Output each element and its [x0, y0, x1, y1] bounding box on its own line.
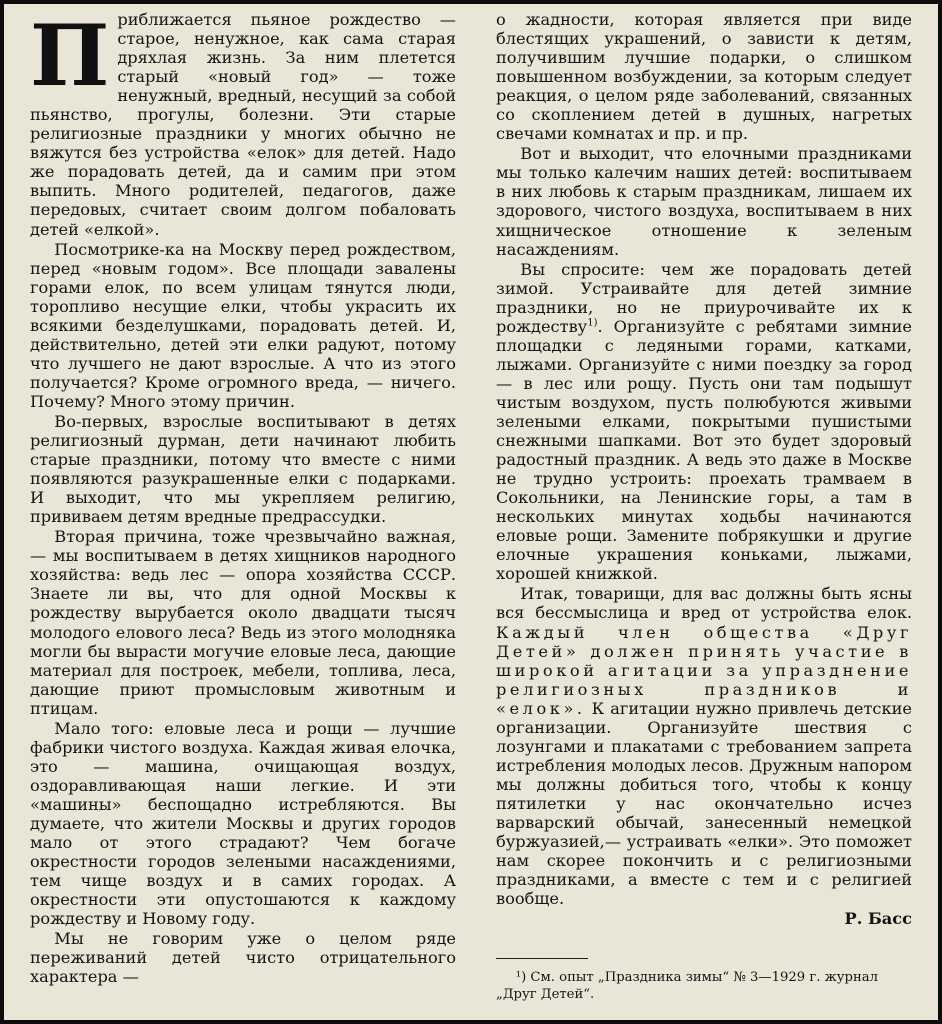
drop-cap-letter: П: [30, 6, 110, 105]
paragraph: Мы не говорим уже о целом ряде переживаний детей чисто отрицательного характера —: [30, 929, 456, 987]
paragraph: [30, 6, 456, 239]
paragraph: [496, 260, 912, 584]
article-column-left: [30, 6, 456, 987]
footnote-mark: 1): [587, 317, 598, 329]
spaced-emphasis-text: Каждый член общества «Друг Детей» должен принять участие в широкой агитации за упразднение религиозных праздников и «елок».: [496, 622, 912, 718]
article-column-right: [496, 10, 912, 1004]
paragraph: Посмотрике-ка на Москву перед рождеством, перед «новым годом». Все площади завалены горами елок, по всем улицам тянутся люди, торопливо несущие елки, чтобы украсить их всякими безделушками, порадовать детей. И, действительно, детей эти елки радуют, потому что лучшего не дают взрослые. А что из этого получается? Кроме огромного вреда, — ничего. Почему? Много этому причин.: [30, 239, 456, 411]
paragraph: Вторая причина, тоже чрезвычайно важная, — мы воспитываем в детях хищников народного хозяйства: ведь лес — опора хозяйства СССР. Знаете ли вы, что для одной Москвы к рождеству вырубается около двадцати тысяч молодого елового леса? Ведь из этого молодняка могли бы вырасти могучие еловые леса, дающие материал для построек, мебели, топлива, леса, дающие приют промысловым животным и птицам.: [30, 527, 456, 718]
paragraph-text: Вы спросите: чем же порадовать детей зимой. Устраивайте для детей зимние праздники, но не приурочивайте их к рождеству: [496, 259, 912, 336]
paragraph-text: . Организуйте с ребятами зимние площадки с ледяными горами, катками, лыжами. Организуйте с ними поездку за город — в лес или рощу. Пусть они там подышут чистым воздухом, пусть полюбуются живыми зелеными елками, покрытыми пушистыми снежными шапками. Вот это будет здоровый радостный праздник. А ведь это даже в Москве не трудно устроить: проехать трамваем в Сокольники, на Ленинские горы, а там в нескольких минутах ходьбы начинаются еловые рощи. Замените побрякушки и другие елочные украшения коньками, лыжами, хорошей книжкой.: [496, 316, 912, 584]
footnote: ¹) См. опыт „Праздника зимы“ № 3—1929 г. журнал „Друг Детей“.: [496, 970, 879, 1003]
magazine-page: [4, 4, 938, 1020]
author-signature: Р. Басс: [844, 909, 912, 929]
paragraph: Во-первых, взрослые воспитывают в детях религиозный дурман, дети начинают любить старые праздники, потому что вместе с ними появляются разукрашенные елки с подарками. И выходит, что мы укрепляем религию, прививаем детям вредные предрассудки.: [30, 411, 456, 527]
paragraph: Мало того: еловые леса и рощи — лучшие фабрики чистого воздуха. Каждая живая елочка, это — машина, очищающая воздух, оздоравливающая наши легкие. И эти «машины» беспощадно истребляются. Вы думаете, что жители Москвы и других городов мало от этого страдают? Чем богаче окрестности городов зелеными насаждениями, тем чище воздух и в самих городах. А окрестности эти опустошаются к каждому рождеству и Новому году.: [30, 718, 456, 929]
paragraph: о жадности, которая является при виде блестящих украшений, о зависти к детям, получившим лучшие подарки, о слишком повышенном возбуждении, за которым следует реакция, о целом ряде заболеваний, связанных со скоплением детей в душных, нагретых свечами комнатах и пр. и пр.: [496, 10, 912, 144]
paragraph-text: риближается пьяное рождество — старое, ненужное, как сама старая дряхлая жизнь. За ним плетется старый «новый год» — тоже ненужный, вредный, несущий за собой пьянство, прогулы, болезни. Эти старые религиозные праздники у многих обычно не вяжутся без устройства «елок» для детей. Надо же порадовать детей, да и самим при этом выпить. Много родителей, педагогов, даже передовых, считает своим долгом побаловать детей «елкой».: [30, 10, 456, 239]
paragraph: Вот и выходит, что елочными праздниками мы только калечим наших детей: воспитываем в них любовь к старым праздникам, лишаем их здорового, чистого воздуха, воспитываем в них хищническое отношение к зеленым насаждениям.: [496, 144, 912, 259]
paragraph-text: К агитации нужно привлечь детские организации. Организуйте шествия с лозунгами и плакатами с требованием запрета истребления молодых лесов. Дружным напором мы должны добиться того, чтобы к концу пятилетки у нас окончательно исчез варварский обычай, занесенный немецкой буржуазией,— устраивать «елки». Это поможет нам скорее покончить и с религиозными праздниками, а вместе с тем и с религией вообще.: [496, 698, 912, 909]
footnote-divider: [496, 958, 588, 959]
paragraph: [496, 584, 912, 908]
paragraph-text: Итак, товарищи, для вас должны быть ясны вся бессмыслица и вред от устройства елок.: [496, 584, 912, 623]
